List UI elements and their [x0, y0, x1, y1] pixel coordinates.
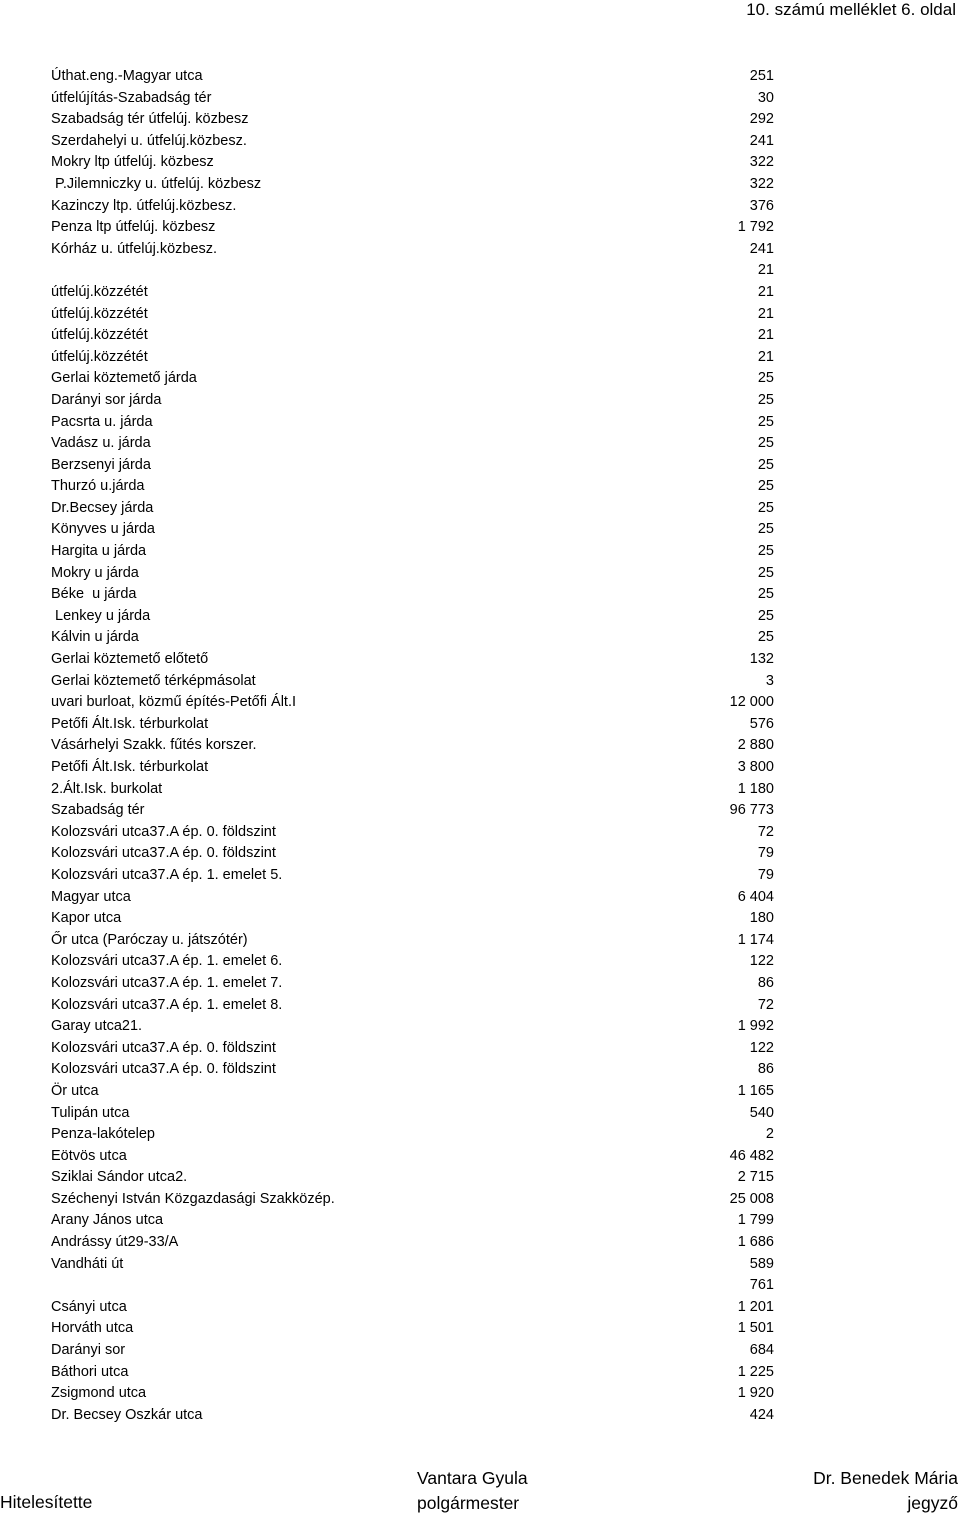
- list-item: [51, 1405, 774, 1427]
- item-value: 2 880: [737, 737, 774, 754]
- item-value: 96 773: [729, 802, 774, 819]
- list-item: [51, 347, 774, 369]
- item-value: 30: [757, 89, 774, 106]
- item-value: 25: [757, 413, 774, 430]
- list-item: [51, 1275, 774, 1297]
- list-item: [51, 671, 774, 693]
- item-value: 1 792: [737, 219, 774, 236]
- list-item: [51, 304, 774, 326]
- item-label: Vásárhelyi Szakk. fűtés korszer.: [51, 737, 257, 754]
- item-value: 21: [757, 327, 774, 344]
- item-label: Arany János utca: [51, 1212, 164, 1229]
- item-value: 684: [749, 1342, 774, 1359]
- item-value: 3: [765, 672, 774, 689]
- item-value: 589: [749, 1255, 774, 1272]
- item-value: 25: [757, 607, 774, 624]
- item-label: 2.Ált.Isk. burkolat: [51, 780, 163, 797]
- certified-by-label: Hitelesítette: [0, 1492, 93, 1512]
- item-label: Penza ltp útfelúj. közbesz: [51, 219, 216, 236]
- list-item: [51, 217, 774, 239]
- item-label: P.Jilemniczky u. útfelúj. közbesz: [51, 175, 262, 192]
- item-label: Kolozsvári utca37.A ép. 1. emelet 6.: [51, 953, 283, 970]
- item-label: Mokry u járda: [51, 564, 139, 581]
- item-value: 1 501: [737, 1320, 774, 1337]
- item-value: 21: [757, 283, 774, 300]
- item-label: Szabadság tér: [51, 802, 145, 819]
- item-label: Kolozsvári utca37.A ép. 0. földszint: [51, 1061, 276, 1078]
- item-label: Petőfi Ált.Isk. térburkolat: [51, 759, 209, 775]
- list-item: [51, 196, 774, 218]
- list-item: [51, 1167, 774, 1189]
- item-label: Lenkey u járda: [51, 607, 151, 624]
- list-item: [51, 887, 774, 909]
- list-item: [51, 995, 774, 1017]
- item-label: Hargita u járda: [51, 543, 147, 560]
- item-label: Kolozsvári utca37.A ép. 1. emelet 7.: [51, 974, 283, 991]
- list-item: [51, 1124, 774, 1146]
- item-label: Magyar utca: [51, 888, 131, 905]
- list-item: [51, 930, 774, 952]
- list-item: [51, 1362, 774, 1384]
- list-item: [51, 1383, 774, 1405]
- item-value: 79: [757, 845, 774, 862]
- item-value: 424: [749, 1406, 774, 1423]
- list-item: [51, 390, 774, 412]
- item-value: 122: [749, 1039, 774, 1056]
- list-item: [51, 1038, 774, 1060]
- list-item: [51, 951, 774, 973]
- item-label: útfelúj.közzétét: [51, 348, 148, 365]
- item-label: útfelúj.közzétét: [51, 283, 148, 300]
- item-value: 21: [757, 262, 774, 279]
- list-item: [51, 109, 774, 131]
- list-item: [51, 1016, 774, 1038]
- list-item: [51, 843, 774, 865]
- list-item: [51, 649, 774, 671]
- item-label: Eötvös utca: [51, 1147, 127, 1164]
- item-value: 376: [749, 197, 774, 214]
- item-label: Thurzó u.járda: [51, 478, 145, 495]
- list-item: [51, 973, 774, 995]
- list-item: [51, 239, 774, 261]
- mayor-role: polgármester: [417, 1493, 520, 1513]
- item-value: 25: [757, 478, 774, 495]
- item-label: Vandháti út: [51, 1255, 124, 1272]
- item-label: Darányi sor: [51, 1342, 126, 1359]
- item-value: 292: [749, 111, 774, 128]
- list-item: [51, 476, 774, 498]
- item-label: Darányi sor járda: [51, 391, 162, 408]
- item-label: Csányi utca: [51, 1298, 127, 1315]
- item-label: Kolozsvári utca37.A ép. 0. földszint: [51, 823, 276, 840]
- item-value: 132: [749, 651, 774, 668]
- item-label: Horváth utca: [51, 1320, 134, 1337]
- item-value: 2 715: [737, 1169, 774, 1186]
- list-item: [51, 174, 774, 196]
- item-value: 1 165: [737, 1082, 774, 1099]
- list-item: [51, 412, 774, 434]
- item-label: Dr.Becsey járda: [51, 499, 154, 516]
- notary-signature: [813, 1466, 958, 1516]
- item-value: 25: [757, 391, 774, 408]
- item-label: Úthat.eng.-Magyar utca: [51, 68, 203, 84]
- list-item: [51, 1210, 774, 1232]
- item-value: 12 000: [729, 694, 774, 711]
- item-label: uvari burloat, közmű építés-Petőfi Ált.I: [51, 694, 296, 711]
- list-item: [51, 908, 774, 930]
- list-item: [51, 455, 774, 477]
- list-item: [51, 1297, 774, 1319]
- notary-name: Dr. Benedek Mária: [813, 1468, 958, 1488]
- list-item: [51, 779, 774, 801]
- item-label: Őr utca (Paróczay u. játszótér): [51, 931, 248, 948]
- item-label: Tulipán utca: [51, 1104, 130, 1121]
- list-item: [51, 714, 774, 736]
- item-value: 1 799: [737, 1212, 774, 1229]
- list-item: [51, 498, 774, 520]
- list-item: [51, 1059, 774, 1081]
- item-value: 540: [749, 1104, 774, 1121]
- list-item: [51, 1081, 774, 1103]
- item-label: Sziklai Sándor utca2.: [51, 1169, 188, 1186]
- list-item: [51, 1146, 774, 1168]
- item-label: Dr. Becsey Oszkár utca: [51, 1406, 203, 1423]
- list-item: [51, 433, 774, 455]
- item-value: 21: [757, 348, 774, 365]
- item-value: 241: [749, 132, 774, 149]
- item-value: 25: [757, 499, 774, 516]
- item-value: 46 482: [729, 1147, 774, 1164]
- item-value: 25: [757, 370, 774, 387]
- list-item: [51, 66, 774, 88]
- list-item: [51, 800, 774, 822]
- item-value: 25: [757, 629, 774, 646]
- item-label: Kálvin u járda: [51, 629, 139, 646]
- list-item: [51, 368, 774, 390]
- item-value: 21: [757, 305, 774, 322]
- list-item: [51, 606, 774, 628]
- item-label: Kazinczy ltp. útfelúj.közbesz.: [51, 197, 237, 214]
- item-label: Gerlai köztemető járda: [51, 370, 197, 387]
- item-value: 1 201: [737, 1298, 774, 1315]
- item-value: 25: [757, 564, 774, 581]
- list-item: [51, 692, 774, 714]
- item-value: 25: [757, 543, 774, 560]
- list-item: [51, 1254, 774, 1276]
- item-label: Pacsrta u. járda: [51, 413, 153, 430]
- item-label: Kórház u. útfelúj.közbesz.: [51, 240, 218, 257]
- item-label: Szerdahelyi u. útfelúj.közbesz.: [51, 132, 247, 149]
- item-value: 322: [749, 154, 774, 171]
- item-value: 25: [757, 521, 774, 538]
- item-value: 180: [749, 910, 774, 927]
- mayor-name: Vantara Gyula: [417, 1468, 528, 1488]
- item-value: 251: [749, 68, 774, 84]
- item-value: 25: [757, 456, 774, 473]
- notary-role: jegyző: [907, 1493, 958, 1513]
- item-label: Béke u járda: [51, 586, 137, 603]
- item-label: Kolozsvári utca37.A ép. 1. emelet 8.: [51, 996, 283, 1013]
- list-item: [51, 1318, 774, 1340]
- list-item: [51, 1103, 774, 1125]
- item-label: Kolozsvári utca37.A ép. 0. földszint: [51, 845, 276, 862]
- item-label: útfelúj.közzétét: [51, 327, 148, 344]
- item-label: Petőfi Ált.Isk. térburkolat: [51, 715, 209, 732]
- item-value: 1 174: [737, 931, 774, 948]
- item-value: 122: [749, 953, 774, 970]
- page-title: 10. számú melléklet 6. oldal: [746, 0, 956, 19]
- item-label: Szabadság tér útfelúj. közbesz: [51, 111, 249, 128]
- item-label: Garay utca21.: [51, 1018, 143, 1035]
- list-item: [51, 735, 774, 757]
- list-item: [51, 1340, 774, 1362]
- list-item: [51, 519, 774, 541]
- item-value: 761: [749, 1277, 774, 1294]
- list-item: [51, 260, 774, 282]
- item-value: 86: [757, 1061, 774, 1078]
- item-label: Andrássy út29-33/A: [51, 1234, 179, 1251]
- item-value: 1 225: [737, 1363, 774, 1380]
- item-value: 1 920: [737, 1385, 774, 1402]
- item-label: Berzsenyi járda: [51, 456, 151, 473]
- list-item: [51, 1189, 774, 1211]
- item-label: Ör utca: [51, 1082, 99, 1099]
- list-item: [51, 822, 774, 844]
- item-label: Kapor utca: [51, 910, 122, 927]
- list-item: [51, 757, 774, 779]
- item-value: 1 686: [737, 1234, 774, 1251]
- list-item: [51, 865, 774, 887]
- item-value: 72: [757, 996, 774, 1013]
- item-value: 322: [749, 175, 774, 192]
- item-value: 86: [757, 974, 774, 991]
- item-value: 25: [757, 435, 774, 452]
- list-item: [51, 563, 774, 585]
- list-item: [51, 152, 774, 174]
- item-value: 2: [765, 1126, 774, 1143]
- item-value: 1 180: [737, 780, 774, 797]
- item-value: 576: [749, 715, 774, 732]
- item-label: Penza-lakótelep: [51, 1126, 155, 1143]
- item-label: útfelújítás-Szabadság tér: [51, 89, 212, 106]
- item-label: Gerlai köztemető előtető: [51, 651, 209, 668]
- item-label: Zsigmond utca: [51, 1385, 147, 1402]
- item-value: 79: [757, 866, 774, 883]
- item-label: Báthori utca: [51, 1363, 129, 1380]
- item-label: Gerlai köztemető térképmásolat: [51, 672, 256, 689]
- list-item: [51, 282, 774, 304]
- list-item: [51, 627, 774, 649]
- item-value: 25 008: [729, 1190, 774, 1207]
- item-label: Kolozsvári utca37.A ép. 0. földszint: [51, 1039, 276, 1056]
- item-label: Kolozsvári utca37.A ép. 1. emelet 5.: [51, 866, 283, 883]
- item-label: útfelúj.közzétét: [51, 305, 148, 322]
- list-item: [51, 88, 774, 110]
- item-value: 1 992: [737, 1018, 774, 1035]
- item-label: Széchenyi István Közgazdasági Szakközép.: [51, 1190, 335, 1207]
- mayor-signature: [417, 1466, 528, 1516]
- item-label: Könyves u járda: [51, 521, 155, 538]
- list-item: [51, 325, 774, 347]
- list-item: [51, 541, 774, 563]
- list-item: [51, 584, 774, 606]
- list-item: [51, 1232, 774, 1254]
- item-value: 72: [757, 823, 774, 840]
- item-value: 6 404: [737, 888, 774, 905]
- item-label: Mokry ltp útfelúj. közbesz: [51, 154, 214, 171]
- item-list: [51, 66, 774, 1426]
- item-value: 241: [749, 240, 774, 257]
- list-item: [51, 131, 774, 153]
- item-value: 3 800: [737, 759, 774, 775]
- item-value: 25: [757, 586, 774, 603]
- item-label: Vadász u. járda: [51, 435, 151, 452]
